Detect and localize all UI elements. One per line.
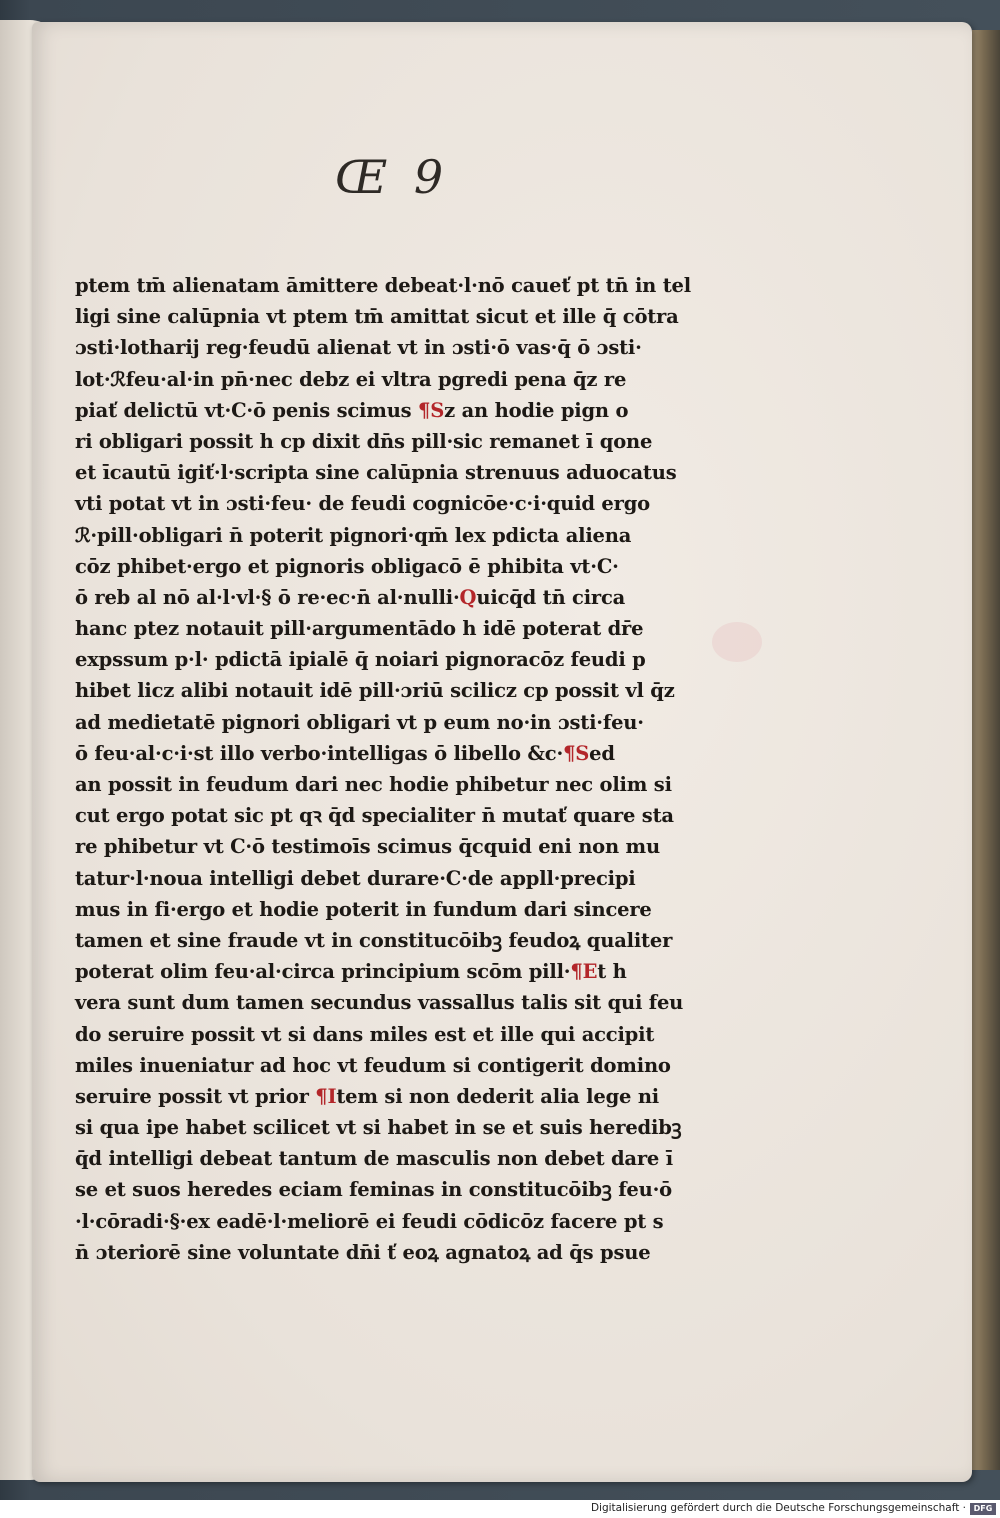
text-line [75,364,665,395]
text-line [75,1112,682,1143]
text-segment: hibet licz alibi notauit idē pill·ɔriū scilicz cp possit vl q̄z [75,679,675,703]
text-segment: ed [589,741,615,765]
text-line [75,551,665,582]
text-line [75,582,665,613]
text-line [75,644,665,675]
text-segment: vti potat vt in ɔsti·feu· de feudi cognicōe·c·i·quid ergo [75,492,650,516]
text-line [75,1237,665,1268]
rubric-paragraph-mark: ¶E [570,960,598,984]
text-line [75,488,665,519]
text-segment: ō feu·al·c·i·st illo verbo·intelligas ō libello &c· [75,741,564,765]
text-line [75,1019,665,1050]
paper-stain [712,622,762,662]
text-line [75,520,665,551]
text-line [75,332,665,363]
text-line [75,956,665,987]
text-segment: ō reb al nō al·l·vl·§ ō re·ec·n̄ al·nulli· [75,585,460,609]
rubric-paragraph-mark: Q [459,585,477,609]
text-line [75,1081,665,1112]
text-segment: vera sunt dum tamen secundus vassallus talis sit qui feu [75,991,684,1015]
text-segment: ad medietatē pignori obligari vt p eum no·in ɔsti·feu· [75,710,644,734]
rubric-paragraph-mark: ¶S [418,398,445,422]
text-line [75,738,665,769]
text-line [75,707,665,738]
text-segment: seruire possit vt prior [75,1084,316,1108]
text-segment: ℛ·pill·obligari n̄ poterit pignori·qm̄ lex pdicta aliena [75,523,632,547]
text-segment: ligi sine calūpnia vt ptem tm̄ amittat sicut et ille q̄ cōtra [75,305,679,329]
text-segment: ·l·cōradi·§·ex eadē·l·meliorē ei feudi cōdicōz facere pt s [75,1209,664,1233]
text-segment: se et suos heredes eciam feminas in constitucōibꝫ feu·ō [75,1178,672,1202]
book-edge [972,30,1000,1470]
text-line [75,769,672,800]
text-line [75,613,665,644]
text-line [75,863,665,894]
handwritten-folio-note: Œ 9 [335,150,450,204]
text-segment: do seruire possit vt si dans miles est et ille qui accipit [75,1022,655,1046]
text-line [75,894,665,925]
text-segment: n̄ ɔteriorē sine voluntate dn̄i ť eoꝝ agnatoꝝ ad q̄s psue [75,1240,651,1264]
text-segment: lot·ℛfeu·al·in pn̄·nec debz ei vltra pgredi pena q̄z re [75,367,627,391]
text-segment: t h [597,960,627,984]
text-line [75,457,677,488]
text-segment: si qua ipe habet scilicet vt si habet in se et suis heredibꝫ [75,1116,682,1140]
text-segment: piať delictū vt·C·ō penis scimus [75,398,419,422]
text-line [75,395,665,426]
text-segment: ptem tm̄ alienatam āmittere debeat·l·nō caueť pt tn̄ in tel [75,274,691,297]
rubric-paragraph-mark: ¶I [315,1084,337,1108]
text-segment: tatur·l·noua intelligi debet durare·C·de appll·precipi [75,866,636,890]
text-line [75,987,684,1018]
text-segment: ɔsti·lotharij reg·feudū alienat vt in ɔsti·ō vas·q̄ ō ɔsti· [75,336,642,360]
text-segment: cōz phibet·ergo et pignoris obligacō ē phibita vt·C· [75,554,619,578]
footer-bar [0,1500,1000,1518]
text-segment: hanc ptez notauit pill·argumentādo h idē poterat dr̄e [75,617,644,641]
text-segment: cut ergo potat sic pt qꝛ q̄d specialiter n̄ mutať quare sta [75,804,674,828]
text-segment: mus in fi·ergo et hodie poterit in fundum dari sincere [75,897,652,921]
text-segment: ri obligari possit h cp dixit dn̄s pill·sic remanet ī qone [75,429,653,453]
text-line [75,675,675,706]
text-segment: an possit in feudum dari nec hodie phibetur nec olim si [75,773,672,796]
text-segment: et īcautū igiť·l·scripta sine calūpnia strenuus aduocatus [75,461,677,485]
text-segment: re phibetur vt C·ō testimoīs scimus q̄cquid eni non mu [75,835,660,859]
dfg-logo: DFG [970,1503,996,1515]
printed-text-block [75,270,691,1268]
text-line [75,1206,665,1237]
text-segment: tem si non dederit alia lege ni [336,1084,659,1108]
text-segment: miles inueniatur ad hoc vt feudum si contigerit domino [75,1053,671,1077]
text-line [75,1050,671,1081]
text-segment: poterat olim feu·al·circa principium scōm pill· [75,960,571,984]
text-segment: expssum p·l· pdictā ipialē q̄ noiari pignoracōz feudi p [75,648,646,672]
text-line [75,831,665,862]
text-line [75,426,665,457]
text-segment: q̄d intelligi debeat tantum de masculis non debet dare ī [75,1147,673,1171]
text-line [75,800,674,831]
text-line [75,1143,673,1174]
text-line [75,1174,672,1205]
text-line [75,925,673,956]
text-segment: z an hodie pign o [444,398,629,422]
text-segment: uicq̄d tn̄ circa [476,585,626,609]
text-segment: tamen et sine fraude vt in constitucōibꝫ feudoꝝ qualiter [75,928,673,952]
text-line [75,301,679,332]
rubric-paragraph-mark: ¶S [563,741,590,765]
text-line [75,270,691,301]
footer-credit: Digitalisierung gefördert durch die Deutsche Forschungsgemeinschaft · [590,1502,966,1514]
